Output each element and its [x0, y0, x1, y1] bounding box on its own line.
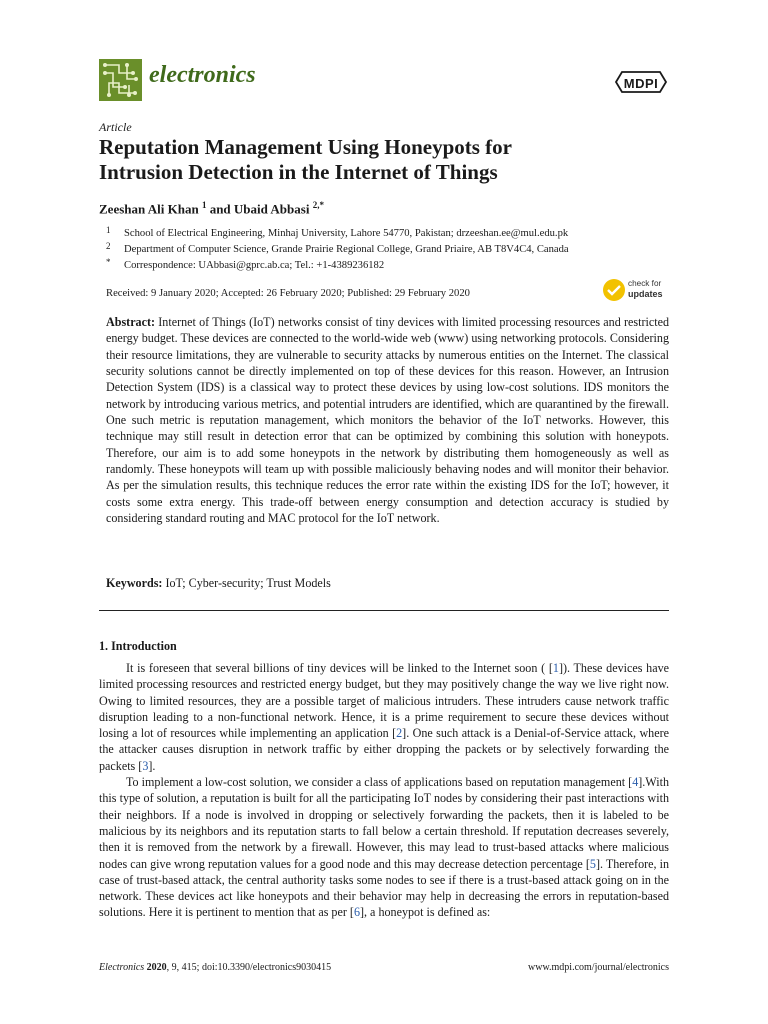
text-run: ]. One such attack is a Denial-of-Service attack, where the attacker causes disruption in network traffic by either dropping the packets or by selectively forwarding the packets [	[99, 726, 669, 773]
footer-year: 2020	[146, 962, 167, 973]
paper-title	[99, 135, 689, 185]
abstract-text: Internet of Things (IoT) networks consist of tiny devices with limited processing resources and restricted energy budget. These devices are connected to the world-wide web (www) using networking protocols. Considering their resource limitations, they are vulnerable to security attacks by numerous entities on the Internet. The classical security solutions cannot be directly implemented on top of these devices for this reason. However, an Intrusion Detection System (IDS) is a classical way to protect these devices by using low-cost solutions. IDS monitors the network by introducing various metrics, and potential intruders are identified, which are quarantined by the firewall. One such metric is reputation management, which monitors the behavior of the IoT networks. However, this technique may still result in detection error that can be optimized by combining this solution with honeypots. Therefore, our aim is to add some honeypots in the network by distributing them homogeneously as well as randomly. These honeypots will team up with possible maliciously behaving nodes and will monitor their behavior. As per the simulation results, this technique reduces the error rate within the existing IDS for the IoT; however, it costs some extra energy. This trade-off between energy consumption and detection accuracy is studied by considering standard routing and MAC protocol for the IoT network.	[106, 315, 669, 526]
affiliation-mark: 1	[106, 225, 111, 235]
section-body	[99, 660, 669, 921]
checkmark-icon	[603, 279, 625, 301]
keywords-text: IoT; Cyber-security; Trust Models	[165, 576, 331, 590]
author-2-affil: 2,*	[312, 200, 324, 210]
check-updates-label	[628, 279, 663, 300]
article-type: Article	[99, 120, 132, 134]
paragraph-2	[99, 774, 669, 921]
affiliation-mark: 2	[106, 241, 111, 251]
citation-link[interactable]: 6	[353, 905, 360, 920]
journal-name: electronics	[149, 62, 256, 88]
title-line-1: Reputation Management Using Honeypots for	[99, 135, 512, 159]
section-heading: 1. Introduction	[99, 639, 177, 653]
publisher-name: MDPI	[623, 76, 659, 91]
correspondence	[106, 254, 384, 274]
check-updates-line-2: updates	[628, 289, 663, 299]
keywords-label: Keywords:	[106, 576, 163, 590]
keywords	[106, 576, 331, 591]
affiliation-text: Department of Computer Science, Grande Prairie Regional College, Grand Priaire, AB T8V4C4, Canada	[124, 244, 569, 255]
text-run: ].With this type of solution, a reputation is built for all the participating IoT nodes by considering their past interactions with their neighbors. If a node is involved in dropping or selectively forwarding the packets, then it is labeled to be malicious by its neighbors and its reputation starts to fall below a certain threshold. If reputation decreases severely, then it is removed from the network by a firewall. However, this may lead to trust-based attacks where malicious nodes can give wrong reputation values for a good node and this may decrease detection percentage [	[99, 775, 669, 871]
author-list	[99, 200, 324, 217]
footer-journal: Electronics	[99, 962, 145, 973]
author-2[interactable]: Ubaid Abbasi	[233, 201, 310, 217]
footer-doi[interactable]: , 9, 415; doi:10.3390/electronics9030415	[166, 962, 332, 973]
publisher-logo	[612, 66, 670, 96]
author-1[interactable]: Zeeshan Ali Khan	[99, 201, 199, 217]
abstract-label: Abstract:	[106, 315, 156, 329]
title-line-2: Intrusion Detection in the Internet of Things	[99, 160, 498, 184]
text-run: To implement a low-cost solution, we consider a class of applications based on reputation management [	[126, 775, 633, 790]
text-run: ]). These devices have limited processing resources and restricted energy budget, but they may positively change the way we live right now. Owing to limited resources, they are a possible target of malicious intruders. These intruders cause network traffic disruption leading to a non-functional network. Hence, it is a prime requirement to secure these devices without losing a lot of resources while implementing an application [	[99, 661, 669, 741]
circuit-board-icon	[99, 59, 142, 101]
citation-link[interactable]: 2	[396, 726, 403, 741]
author-1-affil: 1	[201, 200, 207, 210]
affiliation-text: School of Electrical Engineering, Minhaj University, Lahore 54770, Pakistan; drzeeshan.ee@mul.edu.pk	[124, 228, 569, 239]
text-run: ]. Therefore, in case of trust-based attack, the central authority tasks some nodes to see if there is a trust-based attack going on in the network. These devices act like honeypots and their behavior may help in decreasing the errors in reputation-based solutions. Here it is pertinent to mention that as per [	[99, 856, 670, 920]
correspondence-text[interactable]: Correspondence: UAbbasi@gprc.ab.ca; Tel.: +1-4389236182	[124, 260, 385, 271]
citation-link[interactable]: 3	[142, 758, 149, 773]
journal-url[interactable]: www.mdpi.com/journal/electronics	[528, 962, 669, 973]
check-for-updates-button[interactable]	[603, 279, 673, 303]
citation-link[interactable]: 1	[552, 661, 559, 675]
text-run: ], a honeypot is defined as:	[359, 905, 491, 920]
publication-dates: Received: 9 January 2020; Accepted: 26 February 2020; Published: 29 February 2020	[106, 288, 470, 299]
citation-footer	[99, 962, 331, 973]
abstract	[106, 314, 669, 526]
author-conjunction: and	[206, 201, 234, 217]
citation-link[interactable]: 4	[632, 775, 639, 790]
text-run: It is foreseen that several billions of tiny devices will be linked to the Internet soon ( [	[126, 661, 553, 675]
text-run: ].	[148, 758, 156, 773]
affiliation-mark: *	[106, 257, 111, 267]
section-divider	[99, 610, 669, 611]
citation-link[interactable]: 5	[589, 856, 596, 871]
check-updates-line-1: check for	[628, 279, 662, 288]
paragraph-1	[99, 660, 669, 774]
